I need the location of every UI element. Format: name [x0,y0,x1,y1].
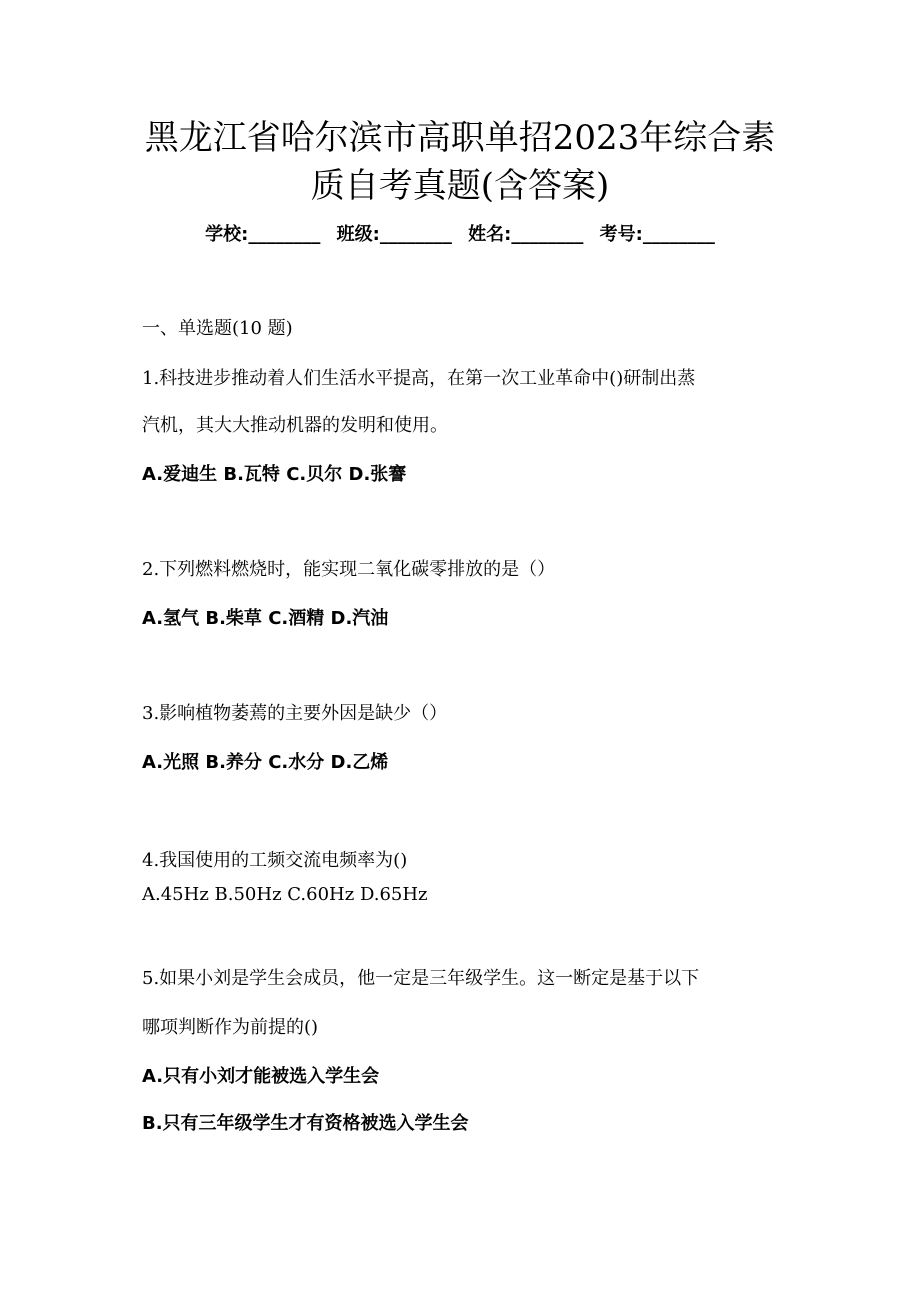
question-3-stem: 3.影响植物萎蔫的主要外因是缺少（） [142,703,448,724]
question-2-options: A.氢气 B.柴草 C.酒精 D.汽油 [142,608,389,629]
exam-number-field: 考号:________ [599,224,715,245]
question-4-options: A.45Hz B.50Hz C.60Hz D.65Hz [142,884,428,905]
question-2-stem: 2.下列燃料燃烧时，能实现二氧化碳零排放的是（） [142,559,556,580]
question-1-options: A.爱迪生 B.瓦特 C.贝尔 D.张謇 [142,464,407,485]
student-info-line [0,220,920,250]
document-title-line-1: 黑龙江省哈尔滨市高职单招2023年综合素 [144,118,776,158]
question-5-stem-line-1: 5.如果小刘是学生会成员，他一定是三年级学生。这一断定是基于以下 [142,968,700,989]
question-1-stem-line-1: 1.科技进步推动着人们生活水平提高，在第一次工业革命中()研制出蒸 [142,368,696,389]
question-4-stem: 4.我国使用的工频交流电频率为() [142,850,408,871]
class-field: 班级:________ [336,224,452,245]
question-3-options: A.光照 B.养分 C.水分 D.乙烯 [142,752,389,773]
question-5-option-b: B.只有三年级学生才有资格被选入学生会 [142,1113,469,1134]
question-5-stem-line-2: 哪项判断作为前提的() [142,1017,319,1038]
question-5-option-a: A.只有小刘才能被选入学生会 [142,1066,380,1087]
section-heading: 一、单选题(10 题) [142,318,293,339]
document-title-line-2: 质自考真题(含答案) [310,166,610,206]
question-1-stem-line-2: 汽机，其大大推动机器的发明和使用。 [142,415,448,436]
name-field: 姓名:________ [468,224,584,245]
school-field: 学校:________ [205,224,321,245]
